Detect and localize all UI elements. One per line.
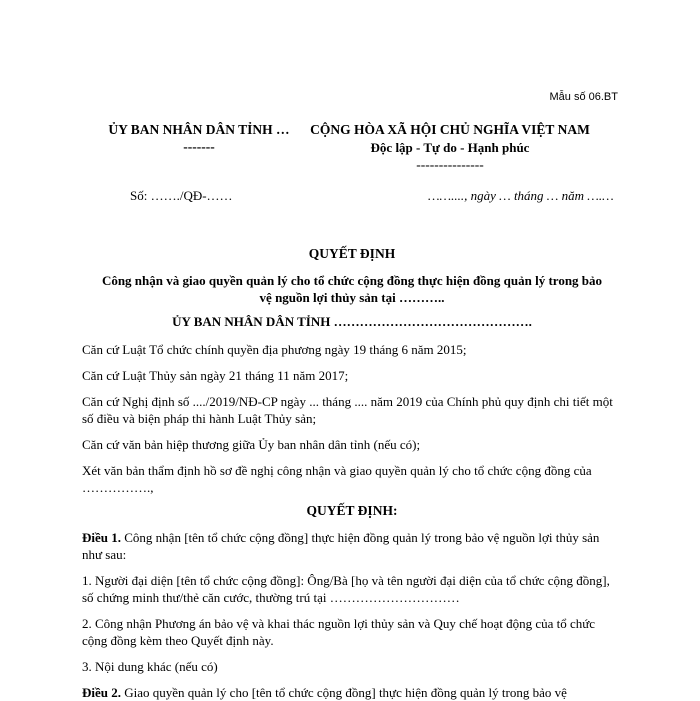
issuing-authority-header <box>104 122 294 155</box>
legal-basis-1: Căn cứ Luật Tổ chức chính quyền địa phương ngày 19 tháng 6 năm 2015; <box>82 342 467 357</box>
article-2 <box>82 684 622 701</box>
header-left-divider: ------- <box>183 139 215 154</box>
document-date: ……...., ngày … tháng … năm ….… <box>428 188 614 203</box>
article-1 <box>82 529 622 563</box>
country-name: CỘNG HÒA XÃ HỘI CHỦ NGHĨA VIỆT NAM <box>310 122 590 137</box>
legal-basis-2: Căn cứ Luật Thủy sản ngày 21 tháng 11 năm 2017; <box>82 368 349 383</box>
article-2-label: Điều 2. <box>82 685 121 700</box>
article-2-text: Giao quyền quản lý cho [tên tổ chức cộng đồng] thực hiện đồng quản lý trong bảo vệ <box>121 685 567 700</box>
article-1-label: Điều 1. <box>82 530 121 545</box>
document-number: Số: ……./QĐ-…… <box>130 188 233 203</box>
form-number: Mẫu số 06.BT <box>549 91 618 103</box>
decision-authority: ỦY BAN NHÂN DÂN TỈNH ………………………………………. <box>172 314 532 329</box>
article-1-item-1: 1. Người đại diện [tên tổ chức cộng đồng]: Ông/Bà [họ và tên người đại diện của tổ chức cộng đồng], số chứng minh thư/thẻ căn cước, thường trú tại ………………………… <box>82 573 610 605</box>
article-1-text: Công nhận [tên tổ chức cộng đồng] thực hiện đồng quản lý trong bảo vệ nguồn lợi thủy sản như sau: <box>82 530 600 562</box>
decision-heading: QUYẾT ĐỊNH: <box>306 503 398 518</box>
legal-basis-4: Căn cứ văn bản hiệp thương giữa Ủy ban nhân dân tỉnh (nếu có); <box>82 437 421 452</box>
national-motto-header <box>300 122 600 173</box>
issuing-authority-name: ỦY BAN NHÂN DÂN TỈNH … <box>108 122 290 137</box>
document-title: QUYẾT ĐỊNH <box>308 246 396 261</box>
document-subtitle-line1: Công nhận và giao quyền quản lý cho tổ chức cộng đồng thực hiện đồng quản lý trong bảo <box>101 273 603 288</box>
article-1-item-2: 2. Công nhận Phương án bảo vệ và khai thác nguồn lợi thủy sản và Quy chế hoạt động của tổ chức cộng đồng kèm theo Quyết định này. <box>82 616 596 648</box>
document-subtitle-line2: vệ nguồn lợi thủy sản tại ……….. <box>259 290 445 305</box>
article-1-item-3: 3. Nội dung khác (nếu có) <box>82 659 218 674</box>
header-right-divider: --------------- <box>416 157 484 172</box>
legal-basis-3: Căn cứ Nghị định số ..../2019/NĐ-CP ngày ... tháng .... năm 2019 của Chính phủ quy định chi tiết một số điều và biện pháp thi hành Luật Thủy sản; <box>82 394 613 426</box>
national-motto: Độc lập - Tự do - Hạnh phúc <box>370 140 530 155</box>
legal-basis-5: Xét văn bản thẩm định hồ sơ đề nghị công nhận và giao quyền quản lý cho tổ chức cộng đồng của ……………., <box>82 463 592 495</box>
